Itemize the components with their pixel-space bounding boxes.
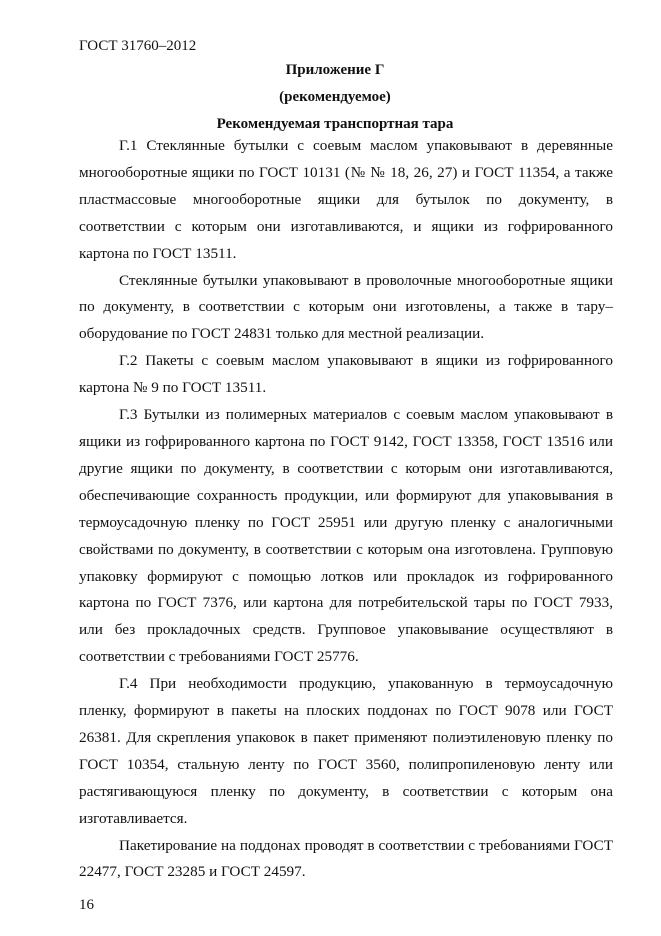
- paragraph-g1: Г.1 Стеклянные бутылки с соевым маслом упаковывают в деревянные многооборотные ящики по ГОСТ 10131 (№ № 18, 26, 27) и ГОСТ 11354, а также пластмассовые многооборотные ящики для бутылок по документу, в соответствии с которым они изготавливаются, и ящики из гофрированного картона по ГОСТ 13511.: [79, 137, 613, 262]
- paragraph-g4-pallets: Пакетирование на поддонах проводят в соответствии с требованиями ГОСТ 22477, ГОСТ 23285 и ГОСТ 24597.: [79, 836, 613, 881]
- body-text: [79, 133, 613, 886]
- page-number: 16: [79, 897, 94, 913]
- paragraph-g2: Г.2 Пакеты с соевым маслом упаковывают в ящики из гофрированного картона № 9 по ГОСТ 13511.: [79, 352, 613, 397]
- annex-label: Приложение Г: [285, 62, 385, 78]
- annex-title: Рекомендуемая транспортная тара: [216, 116, 454, 132]
- paragraph-g3: Г.3 Бутылки из полимерных материалов с соевым маслом упаковывают в ящики из гофрированного картона по ГОСТ 9142, ГОСТ 13358, ГОСТ 13516 или другие ящики по документу, в соответствии с которым они изготавливаются, обеспечивающие сохранность продукции, или формируют для упаковывания в термоусадочную пленку по ГОСТ 25951 или другую пленку с аналогичными свойствами по документу, в соответствии с которым она изготовлена. Групповую упаковку формируют с помощью лотков или прокладок из гофрированного картона по ГОСТ 7376, или картона для потребительской тары по ГОСТ 7933, или без прокладочных средств. Групповое упаковывание осуществляют в соответствии с требованиями ГОСТ 25776.: [79, 406, 613, 666]
- annex-status: (рекомендуемое): [279, 89, 391, 105]
- paragraph-g4: Г.4 При необходимости продукцию, упакованную в термоусадочную пленку, формируют в пакеты на плоских поддонах по ГОСТ 9078 или ГОСТ 26381. Для скрепления упаковок в пакет применяют полиэтиленовую пленку по ГОСТ 10354, стальную ленту по ГОСТ 3560, полипропиленовую ленту или растягивающуюся пленку по документу, в соответствии с которым она изготавливается.: [79, 675, 613, 827]
- paragraph-g1-wire-boxes: Стеклянные бутылки упаковывают в проволочные многооборотные ящики по документу, в соответствии с которым они изготовлены, а также в тару–оборудование по ГОСТ 24831 только для местной реализации.: [79, 271, 613, 343]
- standard-code: ГОСТ 31760–2012: [79, 38, 197, 54]
